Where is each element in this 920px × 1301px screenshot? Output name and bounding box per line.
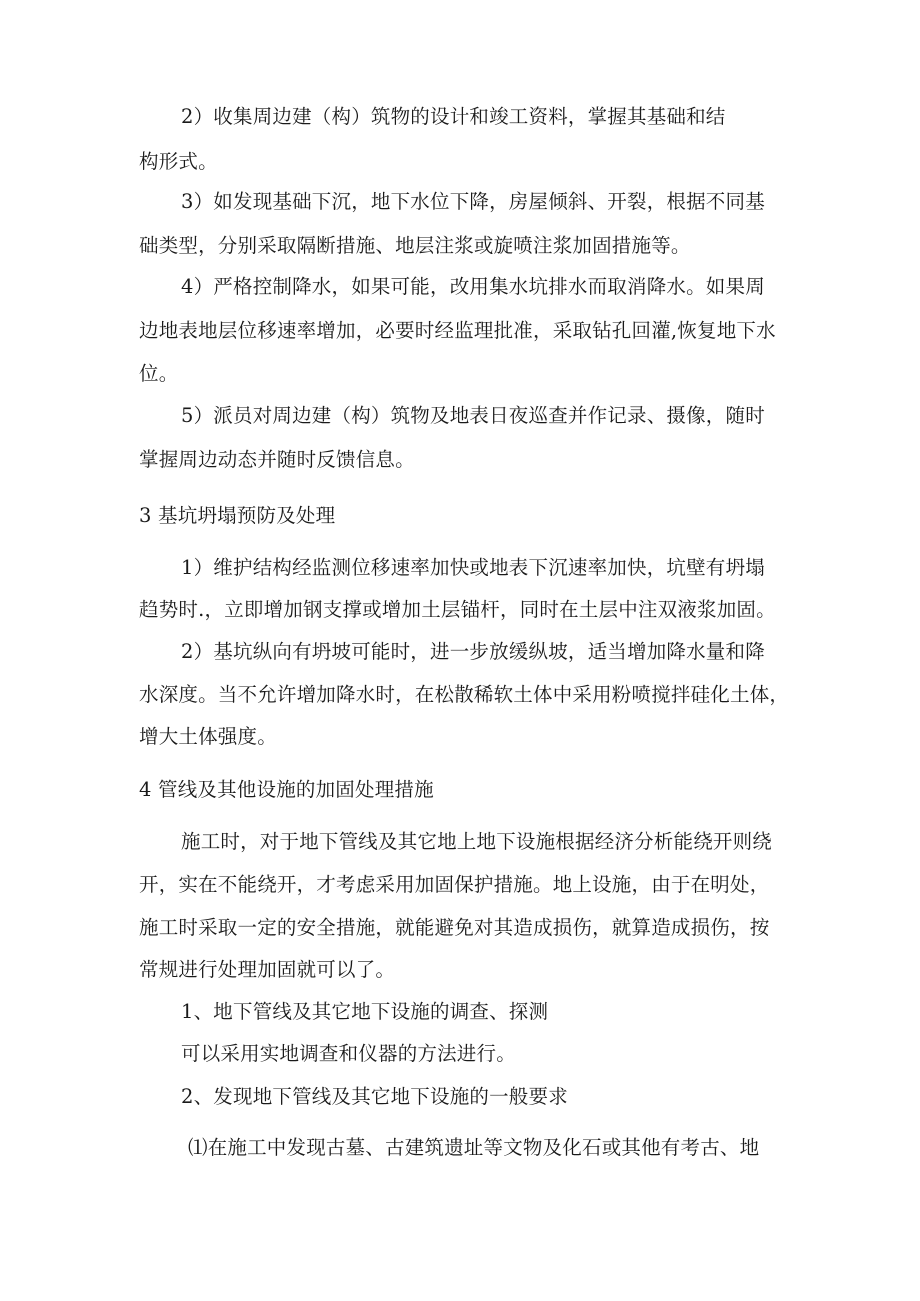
section-heading: 3 基坑坍塌预防及处理 <box>139 504 336 527</box>
paragraph-line: 础类型，分别采取隔断措施、地层注浆或旋喷注浆加固措施等。 <box>139 234 691 257</box>
list-item: ⑴在施工中发现古墓、古建筑遗址等文物及化石或其他有考古、地 <box>188 1136 760 1159</box>
paragraph-line: 位。 <box>139 362 179 385</box>
paragraph-line: 边地表地层位移速率增加，必要时经监理批准，采取钻孔回灌,恢复地下水 <box>139 319 776 342</box>
paragraph-line: 5）派员对周边建（构）筑物及地表日夜巡查并作记录、摄像，随时 <box>181 404 765 427</box>
paragraph-line: 4）严格控制降水，如果可能，改用集水坑排水而取消降水。如果周 <box>181 275 765 298</box>
paragraph-line: 施工时采取一定的安全措施，就能避免对其造成损伤，就算造成损伤，按 <box>139 916 770 939</box>
paragraph-line: 1）维护结构经监测位移速率加快或地表下沉速率加快，坑壁有坍塌 <box>181 556 765 579</box>
paragraph-line: 施工时，对于地下管线及其它地上地下设施根据经济分析能绕开则绕 <box>181 830 773 853</box>
paragraph-line: 水深度。当不允许增加降水时，在松散稀软土体中采用粉喷搅拌硅化土体， <box>139 683 790 706</box>
paragraph-line: 开，实在不能绕开，才考虑采用加固保护措施。地上设施，由于在明处， <box>139 873 770 896</box>
paragraph-line: 增大土体强度。 <box>139 725 277 748</box>
paragraph-line: 常规进行处理加固就可以了。 <box>139 958 396 981</box>
paragraph-line: 趋势时.，立即增加钢支撑或增加土层锚杆，同时在土层中注双液浆加固。 <box>139 598 776 621</box>
list-item: 2、发现地下管线及其它地下设施的一般要求 <box>181 1085 568 1108</box>
paragraph-line: 2）基坑纵向有坍坡可能时，进一步放缓纵坡，适当增加降水量和降 <box>181 640 765 663</box>
paragraph-line: 2）收集周边建（构）筑物的设计和竣工资料，掌握其基础和结 <box>181 105 726 128</box>
paragraph-line: 3）如发现基础下沉，地下水位下降，房屋倾斜、开裂，根据不同基 <box>181 190 765 213</box>
section-heading: 4 管线及其他设施的加固处理措施 <box>139 778 434 801</box>
paragraph-line: 构形式。 <box>139 150 218 173</box>
list-item: 1、地下管线及其它地下设施的调查、探测 <box>181 1000 549 1023</box>
paragraph-line: 掌握周边动态并随时反馈信息。 <box>139 448 415 471</box>
paragraph-line: 可以采用实地调查和仪器的方法进行。 <box>181 1042 516 1065</box>
